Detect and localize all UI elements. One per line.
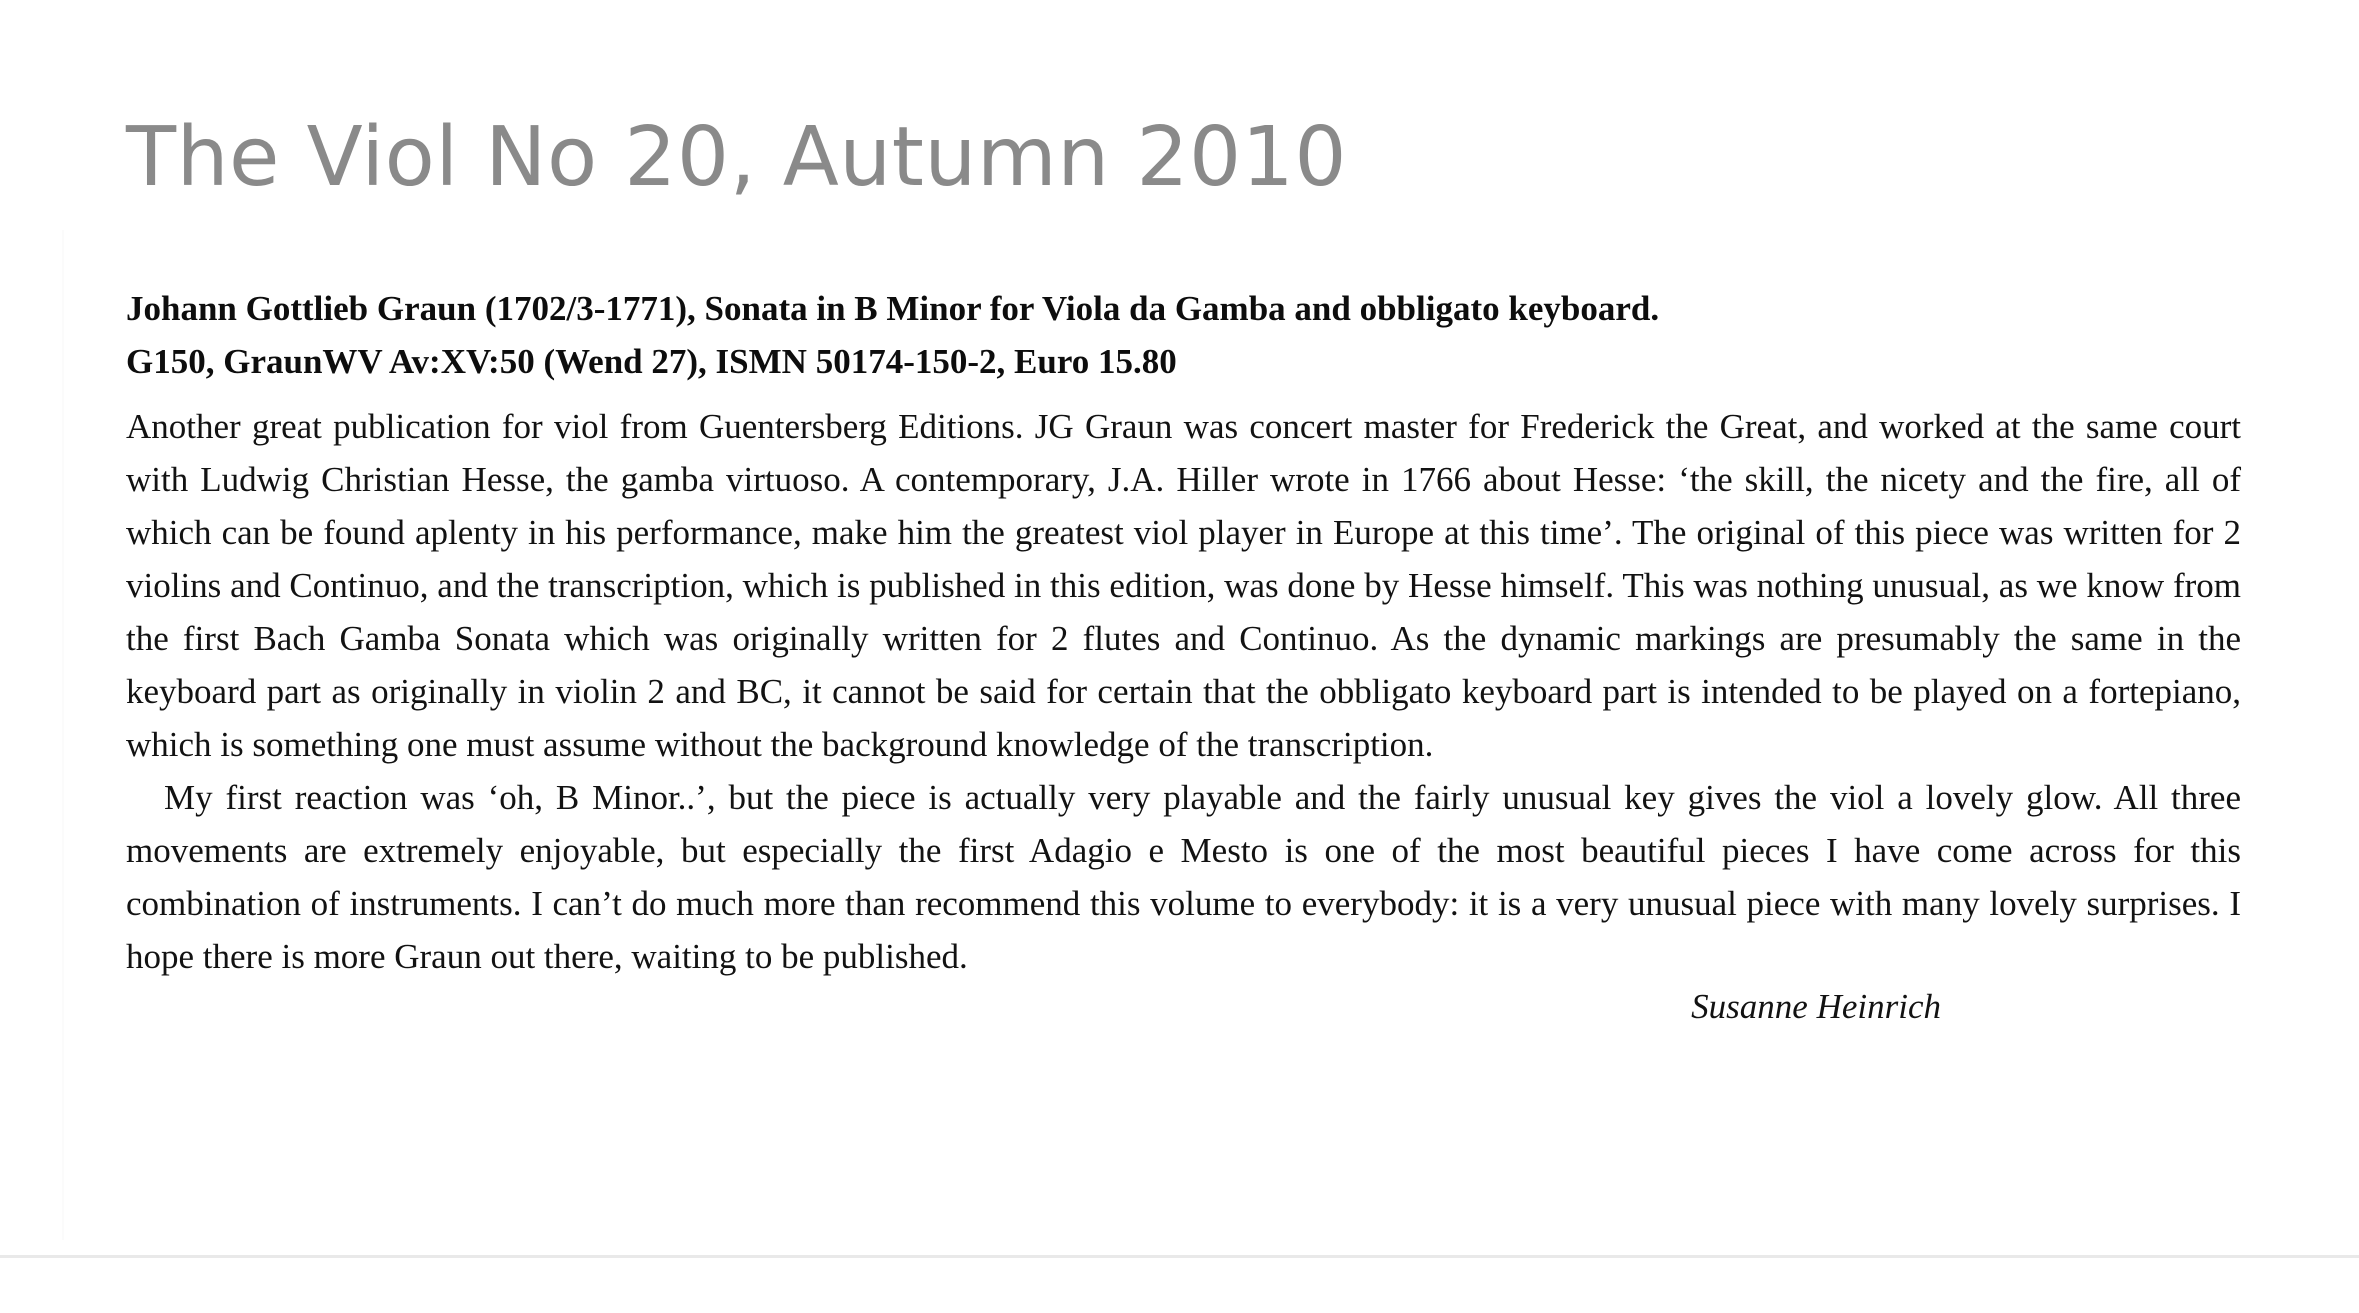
- article-heading-line-1: Johann Gottlieb Graun (1702/3-1771), Sonata in B Minor for Viola da Gamba and obbligato keyboard.: [126, 289, 1660, 328]
- author-signature: Susanne Heinrich: [1691, 987, 1941, 1026]
- review-paragraph-1: Another great publication for viol from Guentersberg Editions. JG Graun was concert master for Frederick the Great, and worked at the same court with Ludwig Christian Hesse, the gamba virtuoso. A contemporary, J.A. Hiller wrote in 1766 about Hesse: ‘the skill, the nicety and the fire, all of which can be found aplenty in his performance, make him the greatest viol player in Europe at this time’. The original of this piece was written for 2 violins and Continuo, and the transcription, which is published in this edition, was done by Hesse himself. This was nothing unusual, as we know from the first Bach Gamba Sonata which was originally written for 2 flutes and Continuo. As the dynamic markings are presumably the same in the keyboard part as originally in violin 2 and BC, it cannot be said for certain that the obbligato keyboard part is intended to be played on a fortepiano, which is something one must assume without the background knowledge of the transcription.: [126, 407, 2241, 764]
- article-heading-line-2: G150, GraunWV Av:XV:50 (Wend 27), ISMN 50174-150-2, Euro 15.80: [126, 342, 1177, 381]
- page-title: The Viol No 20, Autumn 2010: [126, 109, 1347, 205]
- review-paragraph-2: My first reaction was ‘oh, B Minor..’, but the piece is actually very playable and the fairly unusual key gives the viol a lovely glow. All three movements are extremely enjoyable, but especially the first Adagio e Mesto is one of the most beautiful pieces I have come across for this combination of instruments. I can’t do much more than recommend this volume to everybody: it is a very unusual piece with many lovely surprises. I hope there is more Graun out there, waiting to be published.: [126, 778, 2241, 976]
- review-article: [126, 282, 2241, 1026]
- review-closing-block: [126, 771, 2241, 1026]
- page-bottom-margin: [0, 1258, 2359, 1313]
- page-margin-rule: [62, 230, 64, 1240]
- article-heading: [126, 282, 2241, 388]
